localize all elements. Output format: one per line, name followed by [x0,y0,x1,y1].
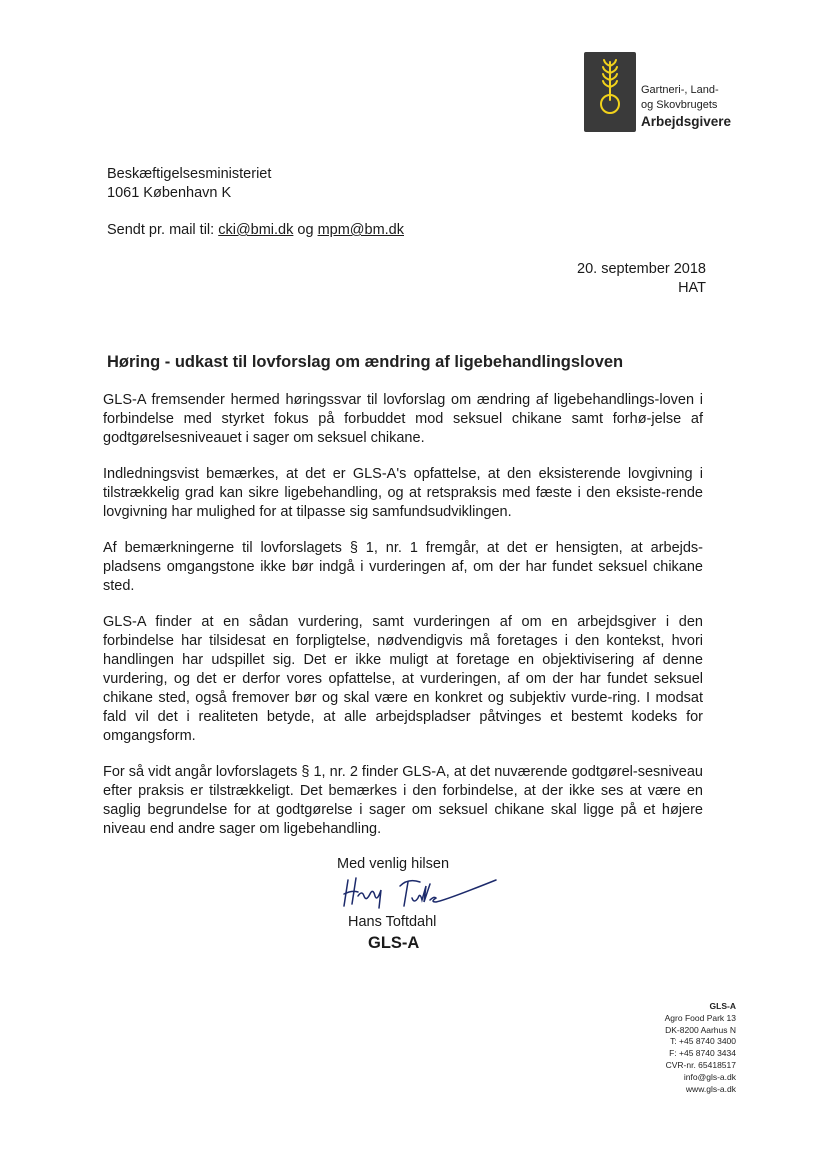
sent-prefix: Sendt pr. mail til: [107,222,219,238]
handwritten-signature [338,872,498,914]
footer-org: GLS-A [709,1001,736,1011]
footer-website[interactable]: www.gls-a.dk [685,1083,736,1094]
letter-date: 20. september 2018 [577,261,706,277]
footer-city: DK-8200 Aarhus N [665,1024,736,1035]
logo-line-3: Arbejdsgivere [641,114,732,129]
email-link-1[interactable]: cki@bmi.dk [218,222,294,238]
author-initials: HAT [678,280,706,296]
body-paragraph: Af bemærkningerne til lovforslagets § 1, nr. 1 fremgår, at det er hensigten, at arbejds-pladsens omgangstone ikke bør indgå i vurderingen af, om der har fundet seksuel chikane sted. [103,540,703,594]
footer-contact [665,1001,736,1095]
letter-body [103,391,703,856]
email-link-2[interactable]: mpm@bm.dk [317,222,404,238]
logo-wordmark [641,83,731,130]
wheat-icon [584,52,636,132]
footer-phone: T: +45 8740 3400 [670,1036,736,1047]
logo-mark [584,52,636,132]
letter-title: Høring - udkast til lovforslag om ændring af ligebehandlingsloven [107,353,624,371]
recipient-city: 1061 København K [107,185,232,201]
date-block [577,260,706,298]
closing-salutation: Med venlig hilsen [337,856,450,872]
body-paragraph: GLS-A finder at en sådan vurdering, samt vurderingen af om en arbejdsgiver i den forbindelse har tilsidesat en forpligtelse, nødvendigvis må foretages i den kontekst, hvori handlingen har udspillet sig. Det er ikke muligt at foretage en objektivisering af denne vurdering, og det er derfor vores opfattelse, at vurderingen, af om der har fundet seksuel chikane sted, også fremover bør og skal være en konkret og subjektiv vurde-ring. I modsat fald vil det i realiteten betyde, at alle arbejdspladser påtvinges et bestemt kodeks for omgangsform. [103,614,703,744]
footer-street: Agro Food Park 13 [664,1012,736,1023]
signer-name: Hans Toftdahl [348,914,437,930]
footer-fax: F: +45 8740 3434 [669,1048,736,1059]
body-paragraph: GLS-A fremsender hermed høringssvar til lovforslag om ændring af ligebehandlings-loven i forbindelse med styrket fokus på forbuddet mod seksuel chikane samt forhø-jelse af godtgørelsesniveauet i sager om seksuel chikane. [103,392,703,446]
recipient-name: Beskæftigelsesministeriet [107,166,272,182]
logo-line-2: og Skovbrugets [641,99,718,111]
footer-email[interactable]: info@gls-a.dk [683,1071,736,1082]
sent-line [107,221,404,240]
footer-cvr: CVR-nr. 65418517 [665,1059,736,1070]
logo-line-1: Gartneri-, Land- [641,84,719,96]
sent-joiner: og [293,222,318,238]
body-paragraph: For så vidt angår lovforslagets § 1, nr. 2 finder GLS-A, at det nuværende godtgørel-sesniveau efter praksis er tilstrækkeligt. Det bemærkes i den forbindelse, at der ikke ses at være en saglig begrundelse for at godtgørelse i sager om seksuel chikane skal ligge på et højere niveau end andre sager om ligebehandling. [103,764,703,837]
recipient-address [107,165,271,203]
body-paragraph: Indledningsvist bemærkes, at det er GLS-A's opfattelse, at den eksisterende lovgivning i tilstrækkelig grad kan sikre ligebehandling, og at retspraksis med fæste i den eksiste-rende lovgivning har mulighed for at tilpasse sig samfundsudviklingen. [103,466,703,520]
signer-organization: GLS-A [368,934,420,952]
